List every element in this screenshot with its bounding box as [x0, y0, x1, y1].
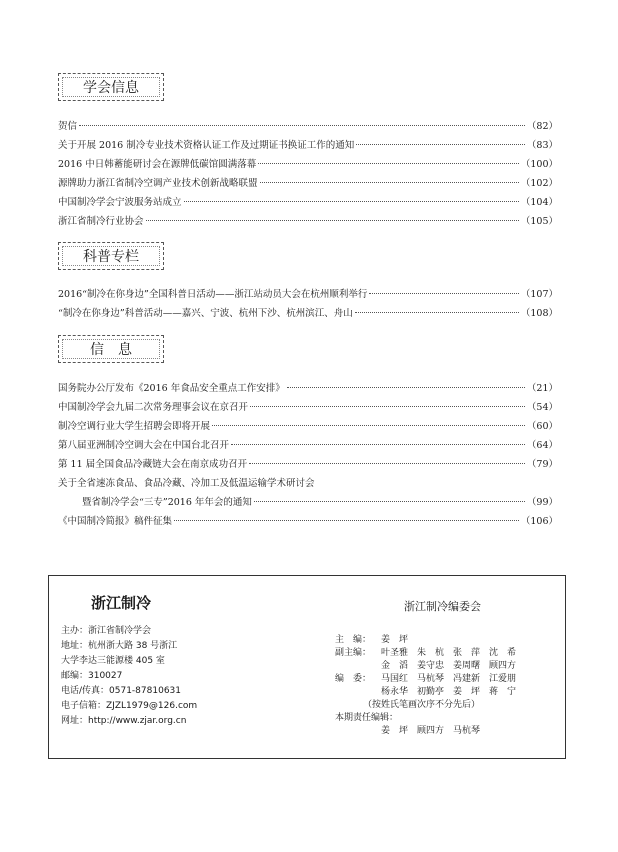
dot-leader: [355, 312, 519, 313]
toc-entry-title: 关于全省速冻食品、食品冷藏、冷加工及低温运输学术研讨会: [58, 478, 315, 489]
editor-name: 马杭琴: [417, 674, 445, 684]
toc-list-association-news: [58, 118, 558, 232]
dot-leader: [356, 144, 525, 145]
toc-entry-page: （102）: [520, 178, 558, 189]
dot-leader: [146, 220, 519, 221]
toc-entry-page: （83）: [526, 140, 558, 151]
section-title: 学会信息: [83, 80, 139, 96]
dot-leader: [260, 182, 519, 183]
deputy-editor-name: 姜周曙: [453, 661, 481, 671]
toc-entry[interactable]: [58, 118, 558, 137]
toc-entry-page: （79）: [526, 459, 558, 470]
editor-name: 初勤亭: [417, 687, 445, 697]
toc-entry-title: 浙江省制冷行业协会: [58, 216, 144, 227]
deputy-editor-name: 顾四方: [489, 661, 517, 671]
editor-name: 江爱朋: [489, 674, 517, 684]
toc-entry-title: 源牌助力浙江省制冷空调产业技术创新战略联盟: [58, 178, 258, 189]
dot-leader: [249, 463, 525, 464]
dot-leader: [250, 406, 525, 407]
editors-row: [335, 673, 560, 686]
toc-entry-title: 国务院办公厅发布《2016 年食品安全重点工作安排》: [58, 383, 285, 394]
toc-entry-page: （21）: [526, 383, 558, 394]
toc-entry-title: 2016 中日韩蓄能研讨会在源牌低碳馆圆满落幕: [58, 159, 257, 170]
toc-list-information: [58, 380, 558, 532]
deputy-editors-label: 副主编：: [335, 648, 372, 658]
toc-entry[interactable]: [58, 399, 558, 418]
dot-leader: [231, 444, 525, 445]
editor-name: 姜 坪: [453, 687, 481, 697]
section-header-association-news: [58, 73, 164, 101]
journal-address-line2: 大学李达三能源楼 405 室: [61, 656, 165, 666]
deputy-editor-name: 朱 杭: [417, 648, 445, 658]
toc-entry-page: （106）: [520, 516, 558, 527]
toc-entry[interactable]: [58, 418, 558, 437]
toc-entry-page: （99）: [526, 497, 558, 508]
toc-entry[interactable]: [58, 305, 558, 324]
dot-leader: [258, 163, 519, 164]
chief-editor-name: 姜 坪: [381, 635, 409, 645]
deputy-editor-name: 张 萍: [453, 648, 481, 658]
section-header-information: [58, 335, 164, 363]
editors-row: [335, 686, 560, 699]
deputy-editor-name: 姜守忠: [417, 661, 445, 671]
deputy-editor-name: 沈 希: [489, 648, 517, 658]
deputy-editor-name: 金 滔: [381, 661, 409, 671]
dot-leader: [212, 425, 525, 426]
editor-name: 冯建新: [453, 674, 481, 684]
dot-leader: [174, 520, 519, 521]
toc-entry-title: “制冷在你身边”科普活动——嘉兴、宁波、杭州下沙、杭州滨江、舟山: [58, 308, 353, 319]
responsible-editors-row: [335, 725, 560, 738]
section-title: 信息: [90, 342, 146, 358]
toc-entry-title: 第八届亚洲制冷空调大会在中国台北召开: [58, 440, 230, 451]
toc-entry[interactable]: [58, 213, 558, 232]
editors-label: 编 委：: [335, 674, 372, 684]
chief-editor-label: 主 编：: [335, 635, 372, 645]
toc-entry-title: 中国制冷学会九届二次常务理事会议在京召开: [58, 402, 249, 413]
deputy-editors-row: [335, 647, 560, 660]
dot-leader: [254, 501, 525, 502]
journal-email[interactable]: 电子信箱：ZJZL1979@126.com: [61, 701, 198, 711]
toc-entry[interactable]: [58, 494, 558, 513]
toc-entry-title: 2016“制冷在你身边”全国科普日活动——浙江站动员大会在杭州顺利举行: [58, 289, 368, 300]
dot-leader: [287, 387, 525, 388]
committee-title: 浙江制冷编委会: [404, 600, 481, 613]
toc-entry[interactable]: [58, 456, 558, 475]
journal-address-line1: 地址：杭州浙大路 38 号浙江: [61, 641, 178, 651]
toc-entry-page: （104）: [520, 197, 558, 208]
responsible-editor-name: 马杭琴: [453, 726, 481, 736]
journal-info: [61, 590, 311, 729]
toc-entry[interactable]: [58, 156, 558, 175]
toc-entry-page: （108）: [520, 308, 558, 319]
toc-entry[interactable]: [58, 194, 558, 213]
toc-entry-title: 关于开展 2016 制冷专业技术资格认证工作及过期证书换证工作的通知: [58, 140, 355, 151]
masthead-box: [48, 575, 566, 759]
dot-leader: [369, 293, 518, 294]
dot-leader: [184, 201, 519, 202]
journal-postcode: 邮编：310027: [61, 671, 123, 681]
toc-entry[interactable]: [58, 513, 558, 532]
toc-entry-page: （82）: [526, 121, 558, 132]
toc-entry-title: 暨省制冷学会“三专”2016 年年会的通知: [82, 497, 252, 508]
toc-entry[interactable]: [58, 380, 558, 399]
order-note: （按姓氏笔画次序不分先后）: [363, 700, 481, 710]
responsible-editors-label: 本期责任编辑：: [335, 713, 399, 723]
toc-entry-title: 《中国制冷简报》稿件征集: [58, 516, 173, 527]
journal-details: [61, 624, 311, 729]
deputy-editors-row: [335, 660, 560, 673]
toc-entry-title: 第 11 届全国食品冷藏链大会在南京成功召开: [58, 459, 248, 470]
responsible-editor-name: 顾四方: [417, 726, 445, 736]
journal-title: 浙江制冷: [91, 594, 152, 612]
toc-entry[interactable]: [58, 437, 558, 456]
deputy-editor-name: 叶圣雅: [381, 648, 409, 658]
toc-entry-title: 制冷空调行业大学生招聘会即将开展: [58, 421, 211, 432]
journal-website[interactable]: 网址：http://www.zjar.org.cn: [61, 716, 187, 726]
toc-entry[interactable]: [58, 286, 558, 305]
journal-host: 主办：浙江省制冷学会: [61, 626, 152, 636]
editor-name: 蒋 宁: [489, 687, 517, 697]
section-header-science-column: [58, 242, 164, 270]
toc-entry[interactable]: [58, 175, 558, 194]
toc-entry-title: 贺信: [58, 121, 78, 132]
toc-entry-continued[interactable]: [58, 475, 558, 494]
editor-name: 马国红: [381, 674, 409, 684]
journal-phone: 电话/传真：0571-87810631: [61, 686, 181, 696]
toc-entry-page: （54）: [526, 402, 558, 413]
toc-entry-page: （107）: [520, 289, 558, 300]
toc-entry-page: （64）: [526, 440, 558, 451]
toc-entry-page: （60）: [526, 421, 558, 432]
chief-editor-row: [335, 634, 560, 647]
responsible-editor-name: 姜 坪: [381, 726, 409, 736]
toc-entry[interactable]: [58, 137, 558, 156]
dot-leader: [79, 125, 525, 126]
editor-name: 杨永华: [381, 687, 409, 697]
section-title: 科普专栏: [83, 249, 139, 265]
editorial-committee: [335, 596, 560, 738]
toc-list-science-column: [58, 286, 558, 324]
toc-entry-page: （100）: [520, 159, 558, 170]
toc-entry-title: 中国制冷学会宁波服务站成立: [58, 197, 182, 208]
toc-entry-page: （105）: [520, 216, 558, 227]
